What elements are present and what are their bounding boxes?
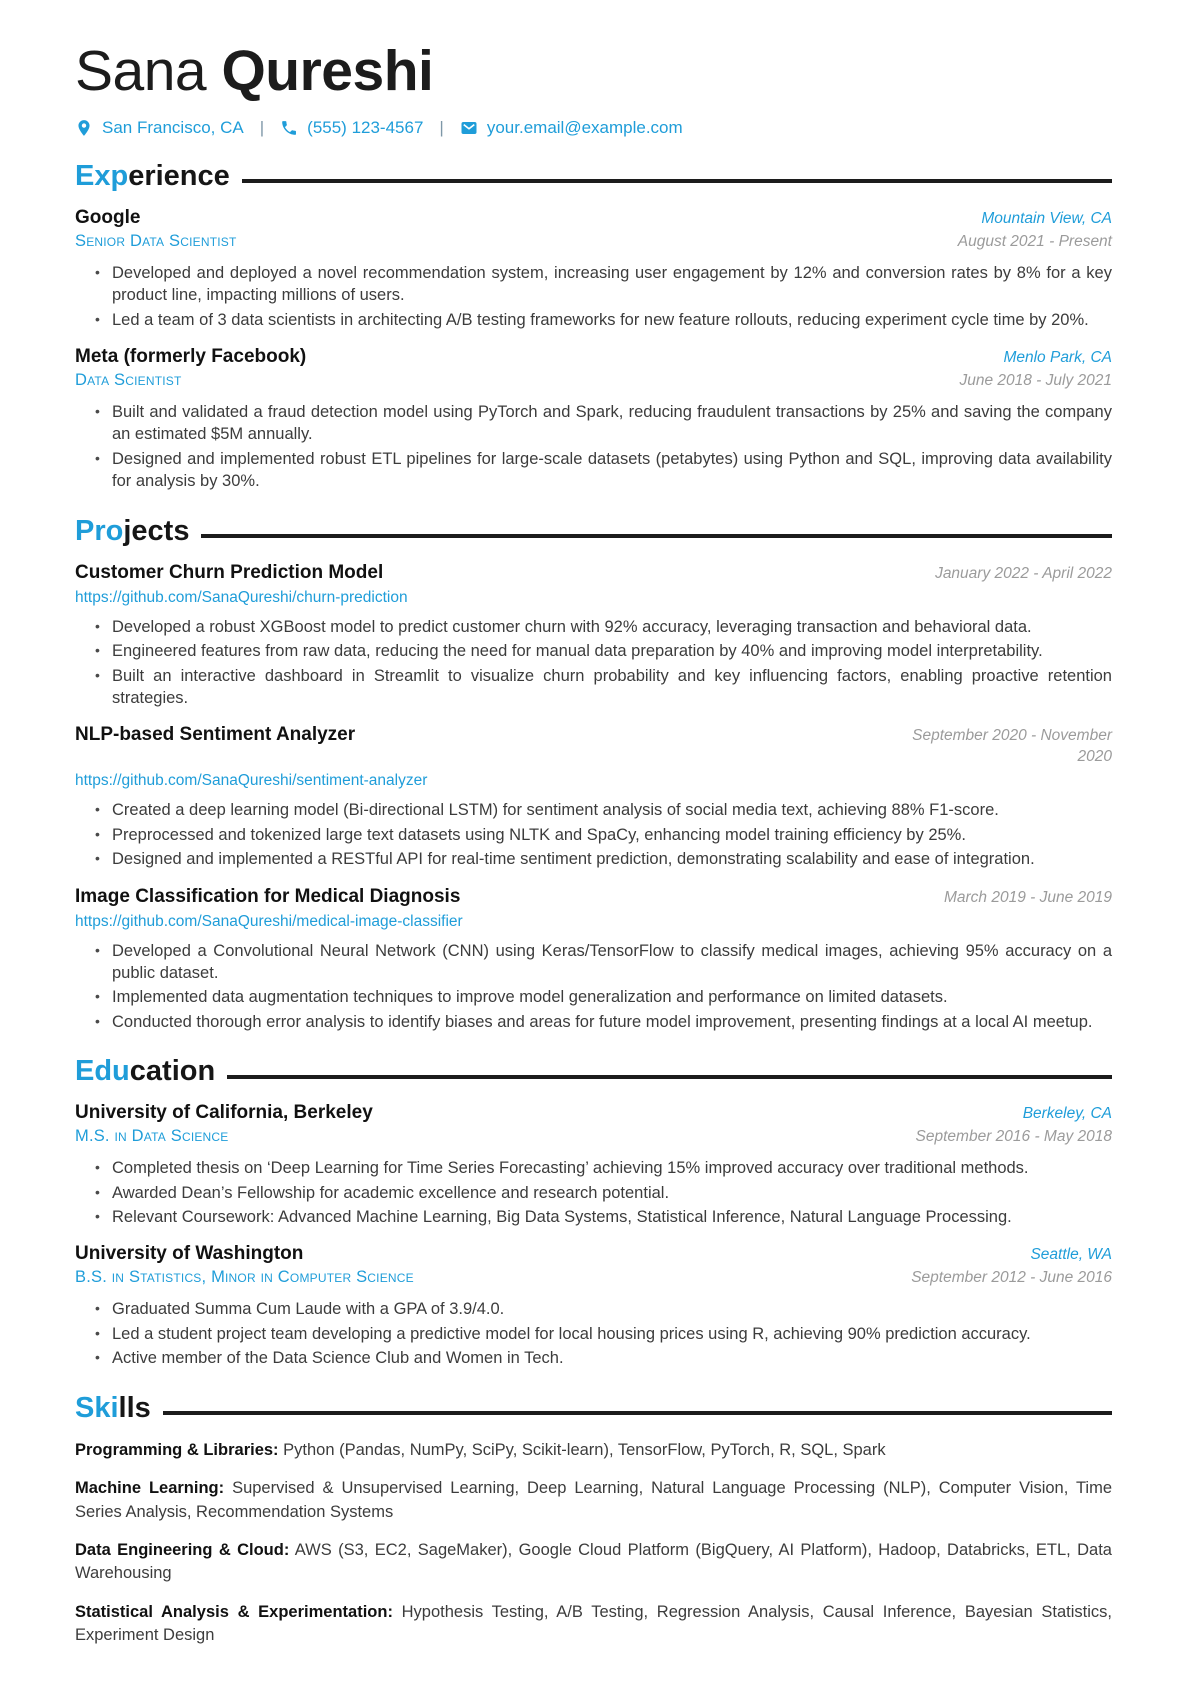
bullet-item: • Awarded Dean’s Fellowship for academic excellence and research potential.	[112, 1182, 1112, 1204]
job-title: Data Scientist	[75, 371, 182, 390]
bullet-item: • Developed and deployed a novel recommendation system, increasing user engagement by 12% and conversion rates by 8% for a key product line, impacting millions of users.	[112, 262, 1112, 307]
heading-rule	[163, 1411, 1112, 1415]
job-dates: June 2018 - July 2021	[959, 372, 1112, 390]
section-education	[75, 1055, 1112, 1369]
bullet-list	[75, 262, 1112, 331]
project-entry	[75, 724, 1112, 870]
degree: B.S. in Statistics, Minor in Computer Science	[75, 1268, 414, 1287]
heading-rest: cation	[129, 1055, 216, 1088]
heading-accent: Pro	[75, 514, 124, 547]
section-heading-projects	[75, 515, 1112, 548]
bullet-item: • Completed thesis on ‘Deep Learning for Time Series Forecasting’ achieving 15% improved accuracy over traditional methods.	[112, 1157, 1112, 1179]
school-location: Berkeley, CA	[1022, 1105, 1112, 1123]
skill-category: Data Engineering & Cloud:	[75, 1540, 290, 1559]
experience-entry	[75, 346, 1112, 493]
skill-line	[75, 1601, 1112, 1648]
heading-rest: erience	[128, 159, 230, 192]
location-link[interactable]	[75, 118, 244, 138]
degree: M.S. in Data Science	[75, 1127, 229, 1146]
bullet-item: • Relevant Coursework: Advanced Machine Learning, Big Data Systems, Statistical Inference, Natural Language Processing.	[112, 1206, 1112, 1228]
phone-text: (555) 123-4567	[307, 117, 424, 137]
bullet-item: • Graduated Summa Cum Laude with a GPA of 3.9/4.0.	[112, 1298, 1112, 1320]
job-title: Senior Data Scientist	[75, 231, 237, 250]
location-pin-icon	[75, 119, 93, 137]
project-link[interactable]: https://github.com/SanaQureshi/sentiment-analyzer	[75, 772, 428, 790]
heading-rest: lls	[118, 1391, 151, 1424]
bullet-item: • Designed and implemented a RESTful API for real-time sentiment prediction, demonstrating scalability and ease of integration.	[112, 848, 1112, 870]
bullet-item: • Led a student project team developing a predictive model for local housing prices using R, achieving 90% prediction accuracy.	[112, 1323, 1112, 1345]
section-heading-skills	[75, 1392, 1112, 1425]
project-dates: March 2019 - June 2019	[943, 888, 1112, 906]
heading-accent: Ski	[75, 1391, 119, 1424]
section-heading-education	[75, 1055, 1112, 1088]
bullet-list	[75, 616, 1112, 710]
bullet-list	[75, 940, 1112, 1034]
skill-category: Programming & Libraries:	[75, 1440, 279, 1459]
project-link[interactable]: https://github.com/SanaQureshi/medical-image-classifier	[75, 912, 463, 930]
bullet-list	[75, 799, 1112, 870]
school-name: University of California, Berkeley	[75, 1102, 373, 1124]
skill-values: Hypothesis Testing, A/B Testing, Regression Analysis, Causal Inference, Bayesian Statistics, Experiment Design	[75, 1602, 1112, 1645]
bullet-item: • Active member of the Data Science Club and Women in Tech.	[112, 1347, 1112, 1369]
bullet-item: • Built and validated a fraud detection model using PyTorch and Spark, reducing fraudulent transactions by 25% and saving the company an estimated $5M annually.	[112, 401, 1112, 446]
education-entry	[75, 1243, 1112, 1369]
project-title: Customer Churn Prediction Model	[75, 561, 384, 583]
project-entry	[75, 886, 1112, 1034]
section-projects	[75, 515, 1112, 1034]
school-location: Seattle, WA	[1030, 1246, 1112, 1264]
project-dates: September 2020 - November 2020	[912, 727, 1112, 766]
bullet-item: • Developed a robust XGBoost model to predict customer churn with 92% accuracy, leveraging transaction and behavioral data.	[112, 616, 1112, 638]
phone-icon	[280, 119, 298, 137]
bullet-item: • Preprocessed and tokenized large text datasets using NLTK and SpaCy, enhancing model training efficiency by 25%.	[112, 824, 1112, 846]
envelope-icon	[460, 119, 478, 137]
location-text: San Francisco, CA	[102, 117, 244, 137]
company-name: Google	[75, 206, 141, 228]
experience-entry	[75, 207, 1112, 331]
project-title: NLP-based Sentiment Analyzer	[75, 724, 356, 746]
bullet-list	[75, 1157, 1112, 1228]
education-dates: September 2016 - May 2018	[915, 1128, 1112, 1146]
bullet-item: • Implemented data augmentation techniques to improve model generalization and performance on limited datasets.	[112, 986, 1112, 1008]
project-entry	[75, 562, 1112, 710]
project-title: Image Classification for Medical Diagnosis	[75, 885, 461, 907]
skill-line	[75, 1439, 1112, 1462]
last-name: Qureshi	[221, 39, 434, 103]
bullet-item: • Led a team of 3 data scientists in architecting A/B testing frameworks for new feature rollouts, reducing experiment cycle time by 20%.	[112, 309, 1112, 331]
email-link[interactable]	[460, 118, 683, 138]
skill-category: Machine Learning:	[75, 1479, 225, 1498]
phone-link[interactable]	[280, 118, 423, 138]
company-location: Mountain View, CA	[981, 209, 1112, 227]
skill-category: Statistical Analysis & Experimentation:	[75, 1602, 393, 1621]
bullet-list	[75, 1298, 1112, 1369]
section-experience	[75, 160, 1112, 493]
company-location: Menlo Park, CA	[1003, 349, 1112, 367]
first-name: Sana	[75, 39, 207, 103]
section-heading-experience	[75, 160, 1112, 193]
project-dates: January 2022 - April 2022	[935, 564, 1112, 582]
separator: |	[259, 117, 265, 137]
section-skills	[75, 1392, 1112, 1648]
contact-row	[75, 118, 1112, 138]
heading-rule	[227, 1075, 1112, 1079]
heading-accent: Edu	[75, 1055, 130, 1088]
separator: |	[439, 117, 444, 137]
skill-line	[75, 1539, 1112, 1586]
skill-values: AWS (S3, EC2, SageMaker), Google Cloud Platform (BigQuery, AI Platform), Hadoop, Databricks, ETL, Data Warehousing	[75, 1540, 1112, 1583]
education-entry	[75, 1102, 1112, 1228]
heading-accent: Exp	[75, 159, 129, 192]
bullet-item: • Developed a Convolutional Neural Network (CNN) using Keras/TensorFlow to classify medical images, achieving 95% accuracy on a public dataset.	[112, 940, 1112, 985]
school-name: University of Washington	[75, 1243, 304, 1265]
project-link[interactable]: https://github.com/SanaQureshi/churn-prediction	[75, 588, 408, 606]
bullet-item: • Created a deep learning model (Bi-directional LSTM) for sentiment analysis of social media text, achieving 88% F1-score.	[112, 799, 1112, 821]
bullet-list	[75, 401, 1112, 493]
resume-header	[75, 39, 1112, 138]
email-text: your.email@example.com	[486, 117, 683, 137]
heading-rule	[242, 179, 1112, 183]
page-title	[75, 39, 1112, 103]
bullet-item: • Engineered features from raw data, reducing the need for manual data preparation by 40% and improving model interpretability.	[112, 640, 1112, 662]
company-name: Meta (formerly Facebook)	[75, 346, 307, 368]
bullet-item: • Designed and implemented robust ETL pipelines for large-scale datasets (petabytes) using Python and SQL, improving data availability for analysis by 30%.	[112, 448, 1112, 493]
education-dates: September 2012 - June 2016	[911, 1269, 1112, 1287]
heading-rule	[201, 534, 1112, 538]
job-dates: August 2021 - Present	[957, 232, 1112, 250]
skill-values: Python (Pandas, NumPy, SciPy, Scikit-learn), TensorFlow, PyTorch, R, SQL, Spark	[283, 1440, 886, 1459]
bullet-item: • Built an interactive dashboard in Streamlit to visualize churn probability and key influencing factors, enabling proactive retention strategies.	[112, 665, 1112, 710]
skill-values: Supervised & Unsupervised Learning, Deep Learning, Natural Language Processing (NLP), Computer Vision, Time Series Analysis, Recommendation Systems	[75, 1479, 1112, 1521]
bullet-item: • Conducted thorough error analysis to identify biases and areas for future model improvement, presenting findings at a local AI meetup.	[112, 1011, 1112, 1033]
skill-line	[75, 1477, 1112, 1524]
heading-rest: jects	[123, 514, 190, 547]
